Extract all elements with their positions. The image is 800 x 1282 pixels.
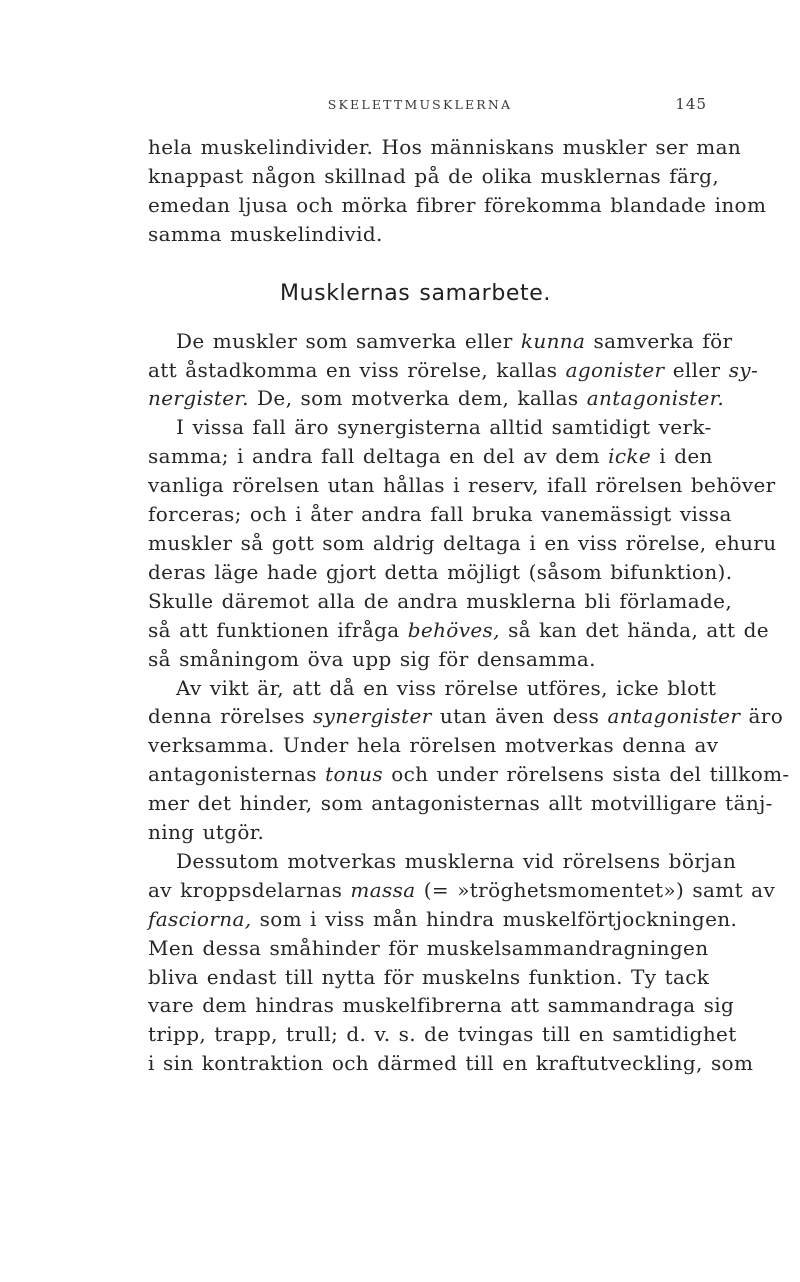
text-line: Dessutom motverkas musklerna vid rörelsens början [176, 848, 737, 873]
text-run: så kan det hända, att de [499, 617, 769, 642]
text-line [148, 760, 790, 789]
text-line: knappast någon skillnad på de olika musklernas färg, [148, 163, 720, 188]
text-line [148, 327, 733, 356]
text-line: ning utgör. [148, 820, 265, 845]
text-run: utan även dess [431, 704, 608, 729]
text-line: muskler så gott som aldrig deltaga i en viss rörelse, ehuru [148, 530, 777, 555]
italic-term: massa [350, 877, 416, 902]
italic-term: synergister [313, 704, 432, 729]
text-line [148, 384, 725, 413]
text-line [148, 616, 769, 645]
text-line: bliva endast till nytta för muskelns funktion. Ty tack [148, 964, 710, 989]
text-line: tripp, trapp, trull; d. v. s. de tvingas till en samtidighet [148, 1022, 737, 1047]
text-line: Av vikt är, att då en viss rörelse utföres, icke blott [176, 675, 717, 700]
text-run: så att funktionen ifråga [148, 617, 408, 642]
text-line: Men dessa småhinder för muskelsammandragningen [148, 935, 709, 960]
section-heading: Musklernas samarbete. [280, 280, 551, 306]
text-line: deras läge hade gjort detta möjligt (såsom bifunktion). [148, 559, 733, 584]
intro-paragraph [148, 133, 767, 249]
text-line: hela muskelindivider. Hos människans muskler ser man [148, 135, 742, 159]
text-run: samverka för [585, 328, 733, 353]
text-line: I vissa fall äro synergisterna alltid samtidigt verk- [176, 415, 712, 440]
text-run: (= »tröghetsmomentet») samt av [415, 877, 776, 902]
body-text [148, 133, 790, 1078]
text-run: som i viss mån hindra muskelförtjockningen. [251, 906, 738, 931]
italic-term: sy- [728, 357, 759, 382]
text-line: forceras; och i åter andra fall bruka vanemässigt vissa [148, 502, 732, 527]
text-run: av kroppsdelarnas [148, 877, 351, 902]
page-number: 145 [675, 95, 707, 113]
italic-term: antagonister. [586, 386, 725, 411]
text-line [148, 876, 776, 905]
italic-term: kunna [520, 328, 586, 353]
text-line: mer det hinder, som antagonisternas allt motvilligare tänj- [148, 791, 773, 816]
text-run: samma; i andra fall deltaga en del av dem [148, 444, 609, 469]
text-line: samma muskelindivid. [148, 221, 383, 246]
text-line [148, 702, 784, 731]
text-run: antagonisternas [148, 762, 326, 787]
text-run: i den [651, 444, 713, 469]
text-line [148, 905, 738, 934]
text-run: äro [740, 704, 784, 729]
paragraph-resistance [148, 847, 776, 1078]
text-run: denna rörelses [148, 704, 314, 729]
italic-term: antagonister [607, 704, 741, 729]
text-line: vare dem hindras muskelfibrerna att sammandraga sig [148, 993, 735, 1018]
italic-term: behöves, [407, 617, 500, 642]
italic-term: icke [608, 444, 652, 469]
text-run: De, som motverka dem, kallas [248, 386, 587, 411]
paragraph-agonists [148, 327, 759, 414]
italic-term: agonister [565, 357, 665, 382]
italic-term: fasciorna, [148, 906, 252, 931]
text-line [148, 356, 759, 385]
text-line: Skulle däremot alla de andra musklerna bli förlamade, [148, 588, 733, 613]
text-line: vanliga rörelsen utan hållas i reserv, ifall rörelsen behöver [148, 473, 776, 498]
text-run: eller [664, 357, 729, 382]
text-run: De muskler som samverka eller [176, 328, 521, 353]
paragraph-synergists [148, 413, 777, 673]
text-line: verksamma. Under hela rörelsen motverkas denna av [148, 733, 719, 758]
text-run: att åstadkomma en viss rörelse, kallas [148, 357, 566, 382]
italic-term: tonus [325, 762, 383, 787]
text-line [148, 442, 713, 471]
text-line: så småningom öva upp sig för densamma. [148, 646, 596, 671]
italic-term: nergister. [148, 386, 249, 411]
text-line: emedan ljusa och mörka fibrer förekomma blandade inom [148, 192, 767, 217]
text-line: i sin kontraktion och därmed till en kraftutveckling, som [148, 1051, 754, 1076]
text-run: och under rörelsens sista del tillkom- [382, 762, 790, 787]
running-head: SKELETTMUSKLERNA [327, 97, 513, 112]
paragraph-antagonists [148, 674, 790, 847]
